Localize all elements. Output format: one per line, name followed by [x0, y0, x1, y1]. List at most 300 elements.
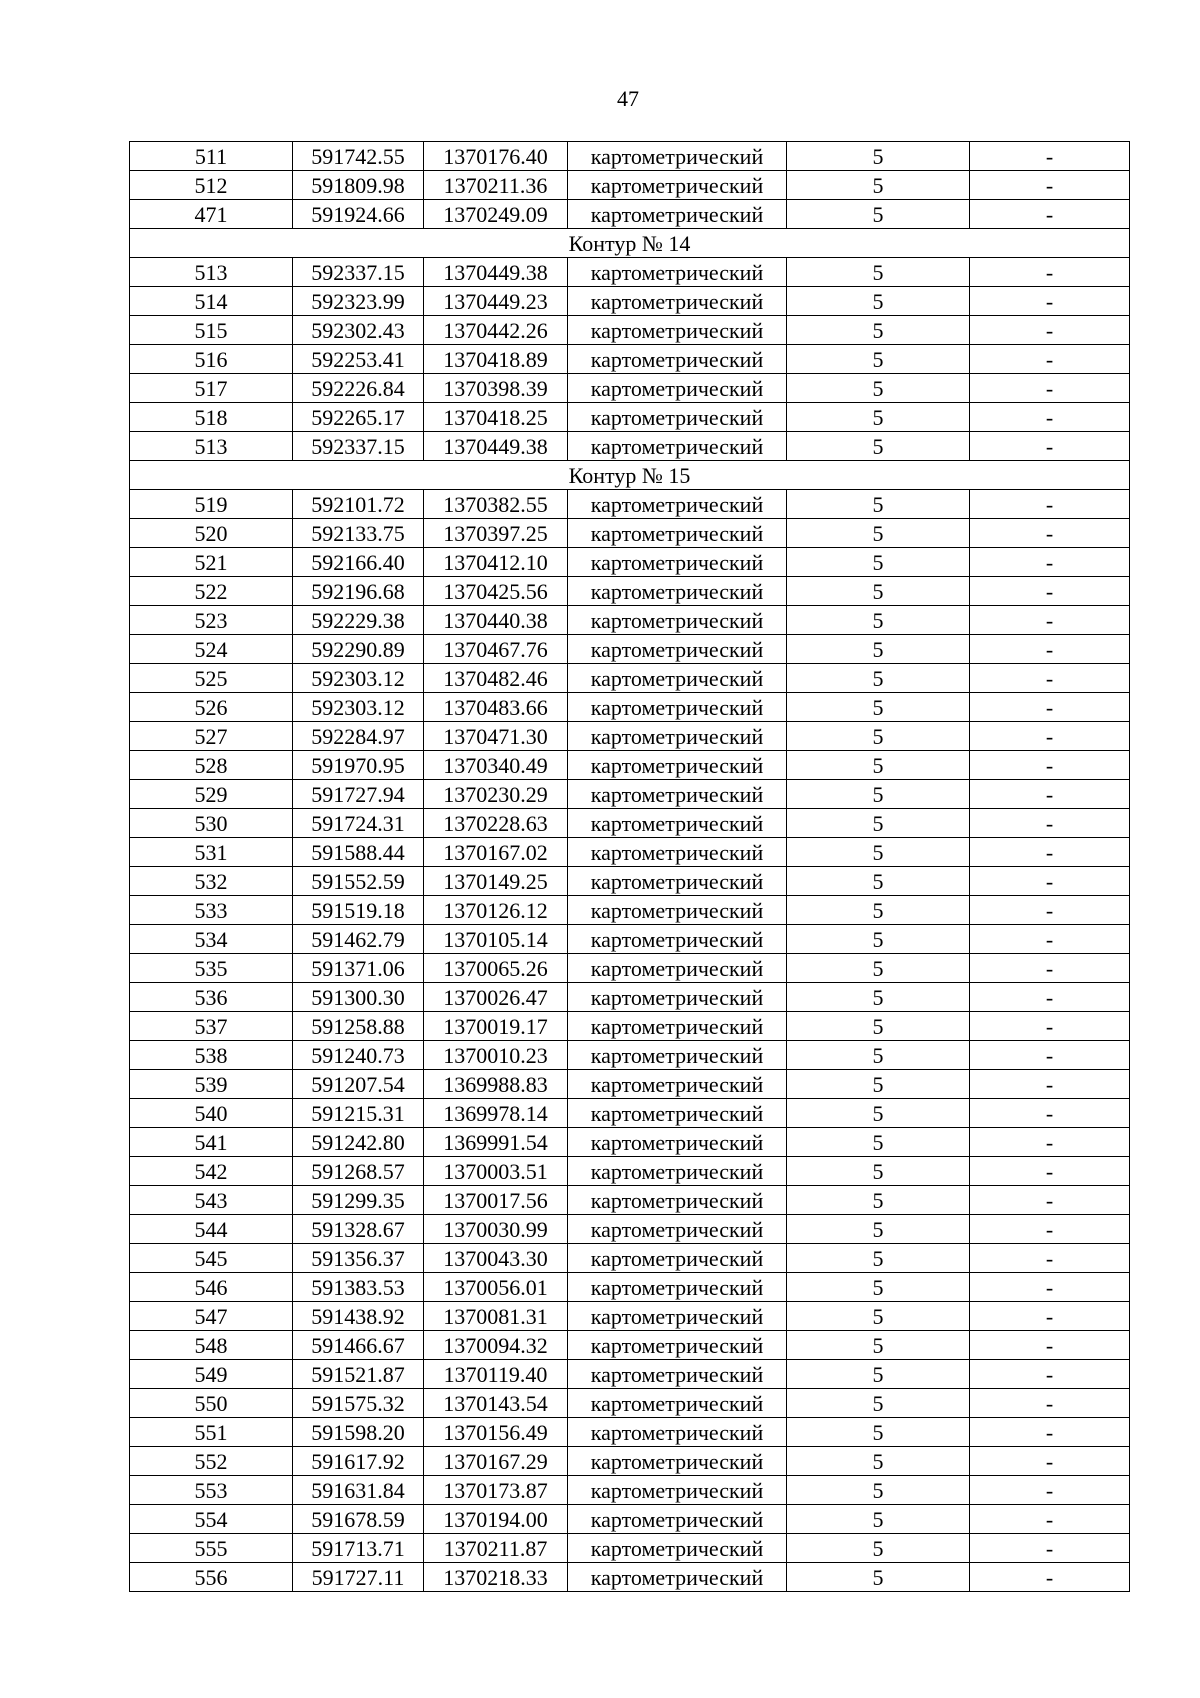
note-cell: - [970, 490, 1130, 519]
method-cell: картометрический [568, 1070, 787, 1099]
method-cell: картометрический [568, 519, 787, 548]
note-cell: - [970, 1476, 1130, 1505]
method-cell: картометрический [568, 171, 787, 200]
note-cell: - [970, 1215, 1130, 1244]
point-number-cell: 537 [130, 1012, 293, 1041]
method-cell: картометрический [568, 1157, 787, 1186]
accuracy-cell: 5 [787, 838, 970, 867]
method-cell: картометрический [568, 258, 787, 287]
accuracy-cell: 5 [787, 1476, 970, 1505]
table-row [130, 664, 1130, 693]
y-coordinate-cell: 1369978.14 [424, 1099, 568, 1128]
table-row [130, 1447, 1130, 1476]
y-coordinate-cell: 1370056.01 [424, 1273, 568, 1302]
method-cell: картометрический [568, 1041, 787, 1070]
note-cell: - [970, 809, 1130, 838]
note-cell: - [970, 1244, 1130, 1273]
y-coordinate-cell: 1370194.00 [424, 1505, 568, 1534]
point-number-cell: 550 [130, 1389, 293, 1418]
table-row [130, 606, 1130, 635]
x-coordinate-cell: 591268.57 [293, 1157, 424, 1186]
table-row [130, 1128, 1130, 1157]
note-cell: - [970, 258, 1130, 287]
x-coordinate-cell: 591299.35 [293, 1186, 424, 1215]
method-cell: картометрический [568, 432, 787, 461]
y-coordinate-cell: 1370019.17 [424, 1012, 568, 1041]
x-coordinate-cell: 591466.67 [293, 1331, 424, 1360]
y-coordinate-cell: 1370382.55 [424, 490, 568, 519]
point-number-cell: 519 [130, 490, 293, 519]
note-cell: - [970, 1012, 1130, 1041]
point-number-cell: 517 [130, 374, 293, 403]
y-coordinate-cell: 1370249.09 [424, 200, 568, 229]
note-cell: - [970, 1447, 1130, 1476]
table-row [130, 374, 1130, 403]
y-coordinate-cell: 1370340.49 [424, 751, 568, 780]
x-coordinate-cell: 591300.30 [293, 983, 424, 1012]
table-row [130, 1215, 1130, 1244]
x-coordinate-cell: 592284.97 [293, 722, 424, 751]
table-row [130, 925, 1130, 954]
note-cell: - [970, 780, 1130, 809]
method-cell: картометрический [568, 1244, 787, 1273]
point-number-cell: 548 [130, 1331, 293, 1360]
y-coordinate-cell: 1370398.39 [424, 374, 568, 403]
y-coordinate-cell: 1370167.29 [424, 1447, 568, 1476]
table-row [130, 490, 1130, 519]
point-number-cell: 513 [130, 258, 293, 287]
point-number-cell: 525 [130, 664, 293, 693]
point-number-cell: 524 [130, 635, 293, 664]
point-number-cell: 516 [130, 345, 293, 374]
accuracy-cell: 5 [787, 1041, 970, 1070]
note-cell: - [970, 287, 1130, 316]
y-coordinate-cell: 1370425.56 [424, 577, 568, 606]
accuracy-cell: 5 [787, 1099, 970, 1128]
method-cell: картометрический [568, 780, 787, 809]
y-coordinate-cell: 1370449.38 [424, 258, 568, 287]
y-coordinate-cell: 1370418.89 [424, 345, 568, 374]
contour-heading: Контур № 14 [130, 229, 1130, 258]
table-row [130, 780, 1130, 809]
method-cell: картометрический [568, 1012, 787, 1041]
method-cell: картометрический [568, 1273, 787, 1302]
table-row [130, 171, 1130, 200]
x-coordinate-cell: 591809.98 [293, 171, 424, 200]
point-number-cell: 541 [130, 1128, 293, 1157]
accuracy-cell: 5 [787, 1418, 970, 1447]
table-row [130, 577, 1130, 606]
note-cell: - [970, 1302, 1130, 1331]
table-row [130, 1070, 1130, 1099]
accuracy-cell: 5 [787, 896, 970, 925]
y-coordinate-cell: 1370003.51 [424, 1157, 568, 1186]
table-row [130, 722, 1130, 751]
point-number-cell: 535 [130, 954, 293, 983]
table-row [130, 1505, 1130, 1534]
x-coordinate-cell: 592101.72 [293, 490, 424, 519]
method-cell: картометрический [568, 1128, 787, 1157]
table-row [130, 1476, 1130, 1505]
accuracy-cell: 5 [787, 316, 970, 345]
x-coordinate-cell: 592303.12 [293, 664, 424, 693]
table-row [130, 548, 1130, 577]
note-cell: - [970, 1186, 1130, 1215]
point-number-cell: 547 [130, 1302, 293, 1331]
x-coordinate-cell: 592323.99 [293, 287, 424, 316]
table-row [130, 316, 1130, 345]
table-row [130, 838, 1130, 867]
point-number-cell: 551 [130, 1418, 293, 1447]
point-number-cell: 544 [130, 1215, 293, 1244]
y-coordinate-cell: 1370211.36 [424, 171, 568, 200]
note-cell: - [970, 867, 1130, 896]
note-cell: - [970, 751, 1130, 780]
accuracy-cell: 5 [787, 1563, 970, 1592]
point-number-cell: 528 [130, 751, 293, 780]
table-row [130, 635, 1130, 664]
x-coordinate-cell: 591371.06 [293, 954, 424, 983]
note-cell: - [970, 1157, 1130, 1186]
x-coordinate-cell: 591462.79 [293, 925, 424, 954]
note-cell: - [970, 345, 1130, 374]
point-number-cell: 543 [130, 1186, 293, 1215]
note-cell: - [970, 1505, 1130, 1534]
note-cell: - [970, 1418, 1130, 1447]
accuracy-cell: 5 [787, 1505, 970, 1534]
y-coordinate-cell: 1370442.26 [424, 316, 568, 345]
table-row [130, 200, 1130, 229]
method-cell: картометрический [568, 693, 787, 722]
y-coordinate-cell: 1370094.32 [424, 1331, 568, 1360]
contour-heading-row [130, 229, 1130, 258]
point-number-cell: 521 [130, 548, 293, 577]
method-cell: картометрический [568, 1476, 787, 1505]
x-coordinate-cell: 592290.89 [293, 635, 424, 664]
y-coordinate-cell: 1370167.02 [424, 838, 568, 867]
point-number-cell: 526 [130, 693, 293, 722]
accuracy-cell: 5 [787, 1273, 970, 1302]
method-cell: картометрический [568, 403, 787, 432]
accuracy-cell: 5 [787, 374, 970, 403]
x-coordinate-cell: 592337.15 [293, 258, 424, 287]
point-number-cell: 539 [130, 1070, 293, 1099]
note-cell: - [970, 200, 1130, 229]
method-cell: картометрический [568, 577, 787, 606]
accuracy-cell: 5 [787, 1012, 970, 1041]
x-coordinate-cell: 591356.37 [293, 1244, 424, 1273]
x-coordinate-cell: 591742.55 [293, 142, 424, 171]
point-number-cell: 554 [130, 1505, 293, 1534]
x-coordinate-cell: 591575.32 [293, 1389, 424, 1418]
accuracy-cell: 5 [787, 548, 970, 577]
y-coordinate-cell: 1370449.38 [424, 432, 568, 461]
point-number-cell: 534 [130, 925, 293, 954]
x-coordinate-cell: 591383.53 [293, 1273, 424, 1302]
x-coordinate-cell: 591924.66 [293, 200, 424, 229]
page-number: 47 [617, 86, 639, 111]
x-coordinate-cell: 591207.54 [293, 1070, 424, 1099]
x-coordinate-cell: 591328.67 [293, 1215, 424, 1244]
y-coordinate-cell: 1370412.10 [424, 548, 568, 577]
contour-heading-row [130, 461, 1130, 490]
point-number-cell: 529 [130, 780, 293, 809]
point-number-cell: 533 [130, 896, 293, 925]
y-coordinate-cell: 1370126.12 [424, 896, 568, 925]
note-cell: - [970, 403, 1130, 432]
method-cell: картометрический [568, 1302, 787, 1331]
note-cell: - [970, 374, 1130, 403]
point-number-cell: 540 [130, 1099, 293, 1128]
contour-heading: Контур № 15 [130, 461, 1130, 490]
accuracy-cell: 5 [787, 287, 970, 316]
point-number-cell: 513 [130, 432, 293, 461]
accuracy-cell: 5 [787, 403, 970, 432]
point-number-cell: 552 [130, 1447, 293, 1476]
x-coordinate-cell: 592226.84 [293, 374, 424, 403]
table-row [130, 1563, 1130, 1592]
method-cell: картометрический [568, 635, 787, 664]
accuracy-cell: 5 [787, 519, 970, 548]
x-coordinate-cell: 591242.80 [293, 1128, 424, 1157]
method-cell: картометрический [568, 1186, 787, 1215]
method-cell: картометрический [568, 1389, 787, 1418]
point-number-cell: 518 [130, 403, 293, 432]
x-coordinate-cell: 591713.71 [293, 1534, 424, 1563]
x-coordinate-cell: 591598.20 [293, 1418, 424, 1447]
table-row [130, 693, 1130, 722]
method-cell: картометрический [568, 1534, 787, 1563]
y-coordinate-cell: 1370176.40 [424, 142, 568, 171]
x-coordinate-cell: 591678.59 [293, 1505, 424, 1534]
note-cell: - [970, 1389, 1130, 1418]
table-row [130, 1244, 1130, 1273]
accuracy-cell: 5 [787, 606, 970, 635]
y-coordinate-cell: 1370482.46 [424, 664, 568, 693]
note-cell: - [970, 1041, 1130, 1070]
note-cell: - [970, 635, 1130, 664]
table-row [130, 1302, 1130, 1331]
accuracy-cell: 5 [787, 954, 970, 983]
point-number-cell: 527 [130, 722, 293, 751]
table-row [130, 896, 1130, 925]
note-cell: - [970, 432, 1130, 461]
accuracy-cell: 5 [787, 664, 970, 693]
method-cell: картометрический [568, 1331, 787, 1360]
table-row [130, 954, 1130, 983]
accuracy-cell: 5 [787, 1302, 970, 1331]
coordinates-table [129, 141, 1130, 1592]
point-number-cell: 531 [130, 838, 293, 867]
y-coordinate-cell: 1370081.31 [424, 1302, 568, 1331]
method-cell: картометрический [568, 1418, 787, 1447]
table-row [130, 1273, 1130, 1302]
table-row [130, 432, 1130, 461]
x-coordinate-cell: 592253.41 [293, 345, 424, 374]
accuracy-cell: 5 [787, 1534, 970, 1563]
x-coordinate-cell: 591552.59 [293, 867, 424, 896]
accuracy-cell: 5 [787, 577, 970, 606]
point-number-cell: 530 [130, 809, 293, 838]
method-cell: картометрический [568, 1360, 787, 1389]
accuracy-cell: 5 [787, 258, 970, 287]
method-cell: картометрический [568, 838, 787, 867]
y-coordinate-cell: 1370467.76 [424, 635, 568, 664]
point-number-cell: 536 [130, 983, 293, 1012]
table-row [130, 287, 1130, 316]
point-number-cell: 514 [130, 287, 293, 316]
x-coordinate-cell: 592303.12 [293, 693, 424, 722]
accuracy-cell: 5 [787, 1447, 970, 1476]
y-coordinate-cell: 1370418.25 [424, 403, 568, 432]
x-coordinate-cell: 591970.95 [293, 751, 424, 780]
y-coordinate-cell: 1370397.25 [424, 519, 568, 548]
note-cell: - [970, 1331, 1130, 1360]
point-number-cell: 556 [130, 1563, 293, 1592]
method-cell: картометрический [568, 490, 787, 519]
y-coordinate-cell: 1370010.23 [424, 1041, 568, 1070]
note-cell: - [970, 519, 1130, 548]
note-cell: - [970, 1273, 1130, 1302]
note-cell: - [970, 925, 1130, 954]
x-coordinate-cell: 591631.84 [293, 1476, 424, 1505]
note-cell: - [970, 606, 1130, 635]
accuracy-cell: 5 [787, 432, 970, 461]
point-number-cell: 511 [130, 142, 293, 171]
point-number-cell: 538 [130, 1041, 293, 1070]
point-number-cell: 515 [130, 316, 293, 345]
accuracy-cell: 5 [787, 200, 970, 229]
x-coordinate-cell: 591215.31 [293, 1099, 424, 1128]
y-coordinate-cell: 1370017.56 [424, 1186, 568, 1215]
point-number-cell: 555 [130, 1534, 293, 1563]
method-cell: картометрический [568, 142, 787, 171]
point-number-cell: 553 [130, 1476, 293, 1505]
method-cell: картометрический [568, 896, 787, 925]
y-coordinate-cell: 1370228.63 [424, 809, 568, 838]
accuracy-cell: 5 [787, 1128, 970, 1157]
method-cell: картометрический [568, 1215, 787, 1244]
table-row [130, 258, 1130, 287]
x-coordinate-cell: 592133.75 [293, 519, 424, 548]
x-coordinate-cell: 591588.44 [293, 838, 424, 867]
method-cell: картометрический [568, 1447, 787, 1476]
y-coordinate-cell: 1370230.29 [424, 780, 568, 809]
table-row [130, 1389, 1130, 1418]
x-coordinate-cell: 591727.11 [293, 1563, 424, 1592]
table-row [130, 867, 1130, 896]
method-cell: картометрический [568, 287, 787, 316]
y-coordinate-cell: 1369991.54 [424, 1128, 568, 1157]
x-coordinate-cell: 591727.94 [293, 780, 424, 809]
accuracy-cell: 5 [787, 635, 970, 664]
x-coordinate-cell: 591724.31 [293, 809, 424, 838]
table-row [130, 1360, 1130, 1389]
note-cell: - [970, 1360, 1130, 1389]
table-row [130, 142, 1130, 171]
y-coordinate-cell: 1370105.14 [424, 925, 568, 954]
table-row [130, 983, 1130, 1012]
point-number-cell: 542 [130, 1157, 293, 1186]
y-coordinate-cell: 1370211.87 [424, 1534, 568, 1563]
table-row [130, 1041, 1130, 1070]
table-row [130, 1534, 1130, 1563]
y-coordinate-cell: 1370026.47 [424, 983, 568, 1012]
accuracy-cell: 5 [787, 490, 970, 519]
note-cell: - [970, 664, 1130, 693]
table-row [130, 1331, 1130, 1360]
accuracy-cell: 5 [787, 1389, 970, 1418]
table-row [130, 809, 1130, 838]
accuracy-cell: 5 [787, 1070, 970, 1099]
y-coordinate-cell: 1370173.87 [424, 1476, 568, 1505]
y-coordinate-cell: 1370030.99 [424, 1215, 568, 1244]
method-cell: картометрический [568, 751, 787, 780]
accuracy-cell: 5 [787, 983, 970, 1012]
note-cell: - [970, 722, 1130, 751]
note-cell: - [970, 1534, 1130, 1563]
table-row [130, 403, 1130, 432]
accuracy-cell: 5 [787, 1331, 970, 1360]
x-coordinate-cell: 591240.73 [293, 1041, 424, 1070]
note-cell: - [970, 1070, 1130, 1099]
method-cell: картометрический [568, 1099, 787, 1128]
accuracy-cell: 5 [787, 345, 970, 374]
method-cell: картометрический [568, 722, 787, 751]
x-coordinate-cell: 591617.92 [293, 1447, 424, 1476]
y-coordinate-cell: 1370119.40 [424, 1360, 568, 1389]
accuracy-cell: 5 [787, 867, 970, 896]
method-cell: картометрический [568, 664, 787, 693]
note-cell: - [970, 954, 1130, 983]
y-coordinate-cell: 1370043.30 [424, 1244, 568, 1273]
accuracy-cell: 5 [787, 1360, 970, 1389]
y-coordinate-cell: 1370218.33 [424, 1563, 568, 1592]
note-cell: - [970, 693, 1130, 722]
table-row [130, 1012, 1130, 1041]
method-cell: картометрический [568, 606, 787, 635]
x-coordinate-cell: 591438.92 [293, 1302, 424, 1331]
note-cell: - [970, 577, 1130, 606]
note-cell: - [970, 983, 1130, 1012]
x-coordinate-cell: 591258.88 [293, 1012, 424, 1041]
y-coordinate-cell: 1370156.49 [424, 1418, 568, 1447]
method-cell: картометрический [568, 345, 787, 374]
y-coordinate-cell: 1370149.25 [424, 867, 568, 896]
point-number-cell: 532 [130, 867, 293, 896]
method-cell: картометрический [568, 1563, 787, 1592]
method-cell: картометрический [568, 200, 787, 229]
accuracy-cell: 5 [787, 751, 970, 780]
point-number-cell: 523 [130, 606, 293, 635]
y-coordinate-cell: 1370143.54 [424, 1389, 568, 1418]
point-number-cell: 471 [130, 200, 293, 229]
method-cell: картометрический [568, 316, 787, 345]
accuracy-cell: 5 [787, 142, 970, 171]
x-coordinate-cell: 591519.18 [293, 896, 424, 925]
table-row [130, 1418, 1130, 1447]
point-number-cell: 522 [130, 577, 293, 606]
table-row [130, 1099, 1130, 1128]
table-row [130, 519, 1130, 548]
note-cell: - [970, 838, 1130, 867]
note-cell: - [970, 1128, 1130, 1157]
accuracy-cell: 5 [787, 1215, 970, 1244]
x-coordinate-cell: 592337.15 [293, 432, 424, 461]
y-coordinate-cell: 1370471.30 [424, 722, 568, 751]
table-row [130, 1157, 1130, 1186]
x-coordinate-cell: 592302.43 [293, 316, 424, 345]
